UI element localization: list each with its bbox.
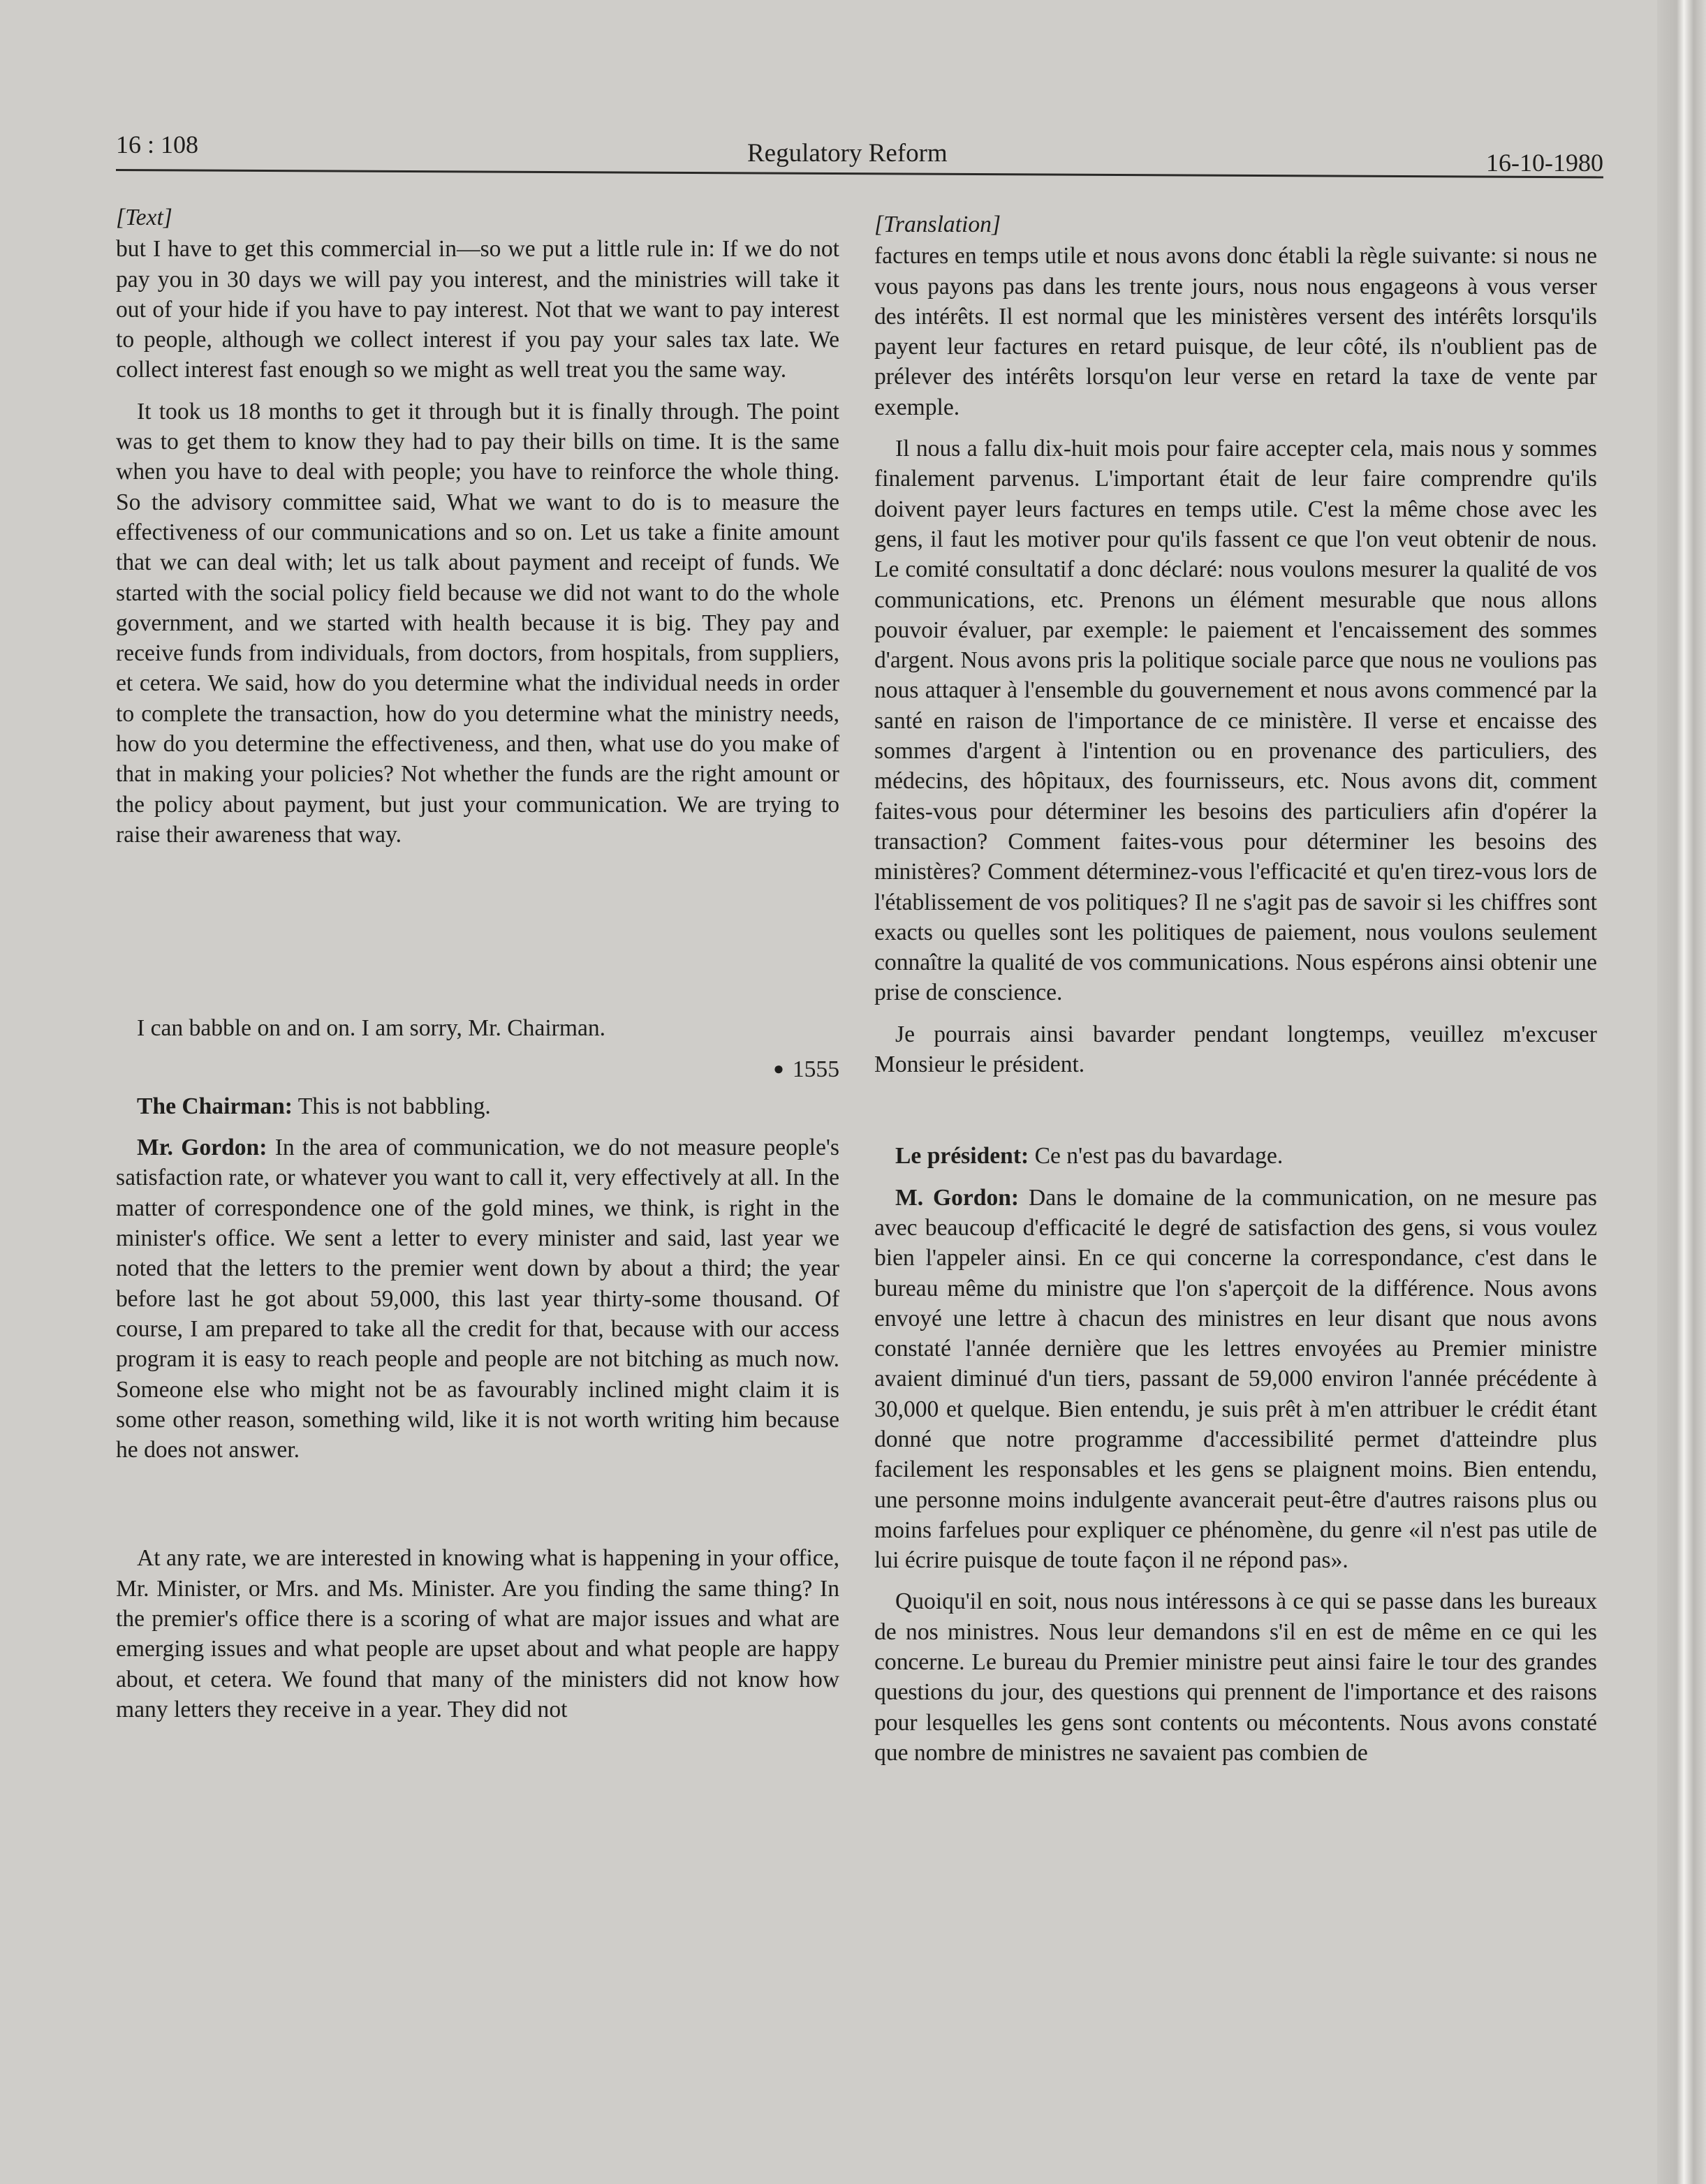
english-column: [116, 202, 839, 1725]
paragraph: Je pourrais ainsi bavarder pendant longtemps, veuillez m'excuser Monsieur le président.: [874, 1021, 1597, 1078]
remark-text: This is not babbling.: [292, 1093, 491, 1119]
page-header: [116, 124, 1603, 177]
gordon-remark: [116, 1132, 839, 1465]
paragraph: Il nous a fallu dix-huit mois pour faire accepter cela, mais nous y sommes finalement parvenus. L'important était de leur faire comprendre qu'ils doivent payer leurs factures en temps utile. C'est la même chose avec les gens, il faut les motiver pour qu'ils fassent ce que l'on veut obtenir de nous. Le comité consultatif a donc déclaré: nous voulons mesurer la qualité de vos communications, etc. Prenons un élément mesurable que nous allons pouvoir évaluer, par exemple: le paiement et l'encaissement des sommes d'argent. Nous avons pris la politique sociale parce que nous ne voulions pas nous attaquer à l'ensemble du gouvernement et nous avons commencé par la santé en raison de l'importance de ce ministère. Il verse et encaisse des sommes d'argent à l'intention ou en provenance des particuliers, des médecins, des hôpitaux, des fournisseurs, etc. Nous avons dit, comment faites-vous pour déterminer les besoins des particuliers afin d'opérer la transaction? Comment faites-vous pour déterminer les besoins des ministères? Comment déterminez-vous l'efficacité et qu'en tirez-vous lors de l'établissement de vos politiques? Il ne s'agit pas de savoir si les chiffres sont exacts ou quelles sont les politiques de paiement, nous voulons seulement connaître la qualité de vos communications. Nous espérons ainsi obtenir une prise de conscience.: [874, 436, 1597, 1006]
paragraph: At any rate, we are interested in knowing what is happening in your office, Mr. Minister, or Mrs. and Ms. Minister. Are you finding the same thing? In the premier's office there is a scoring of what are major issues and what are emerging issues and what people are upset about and what people are happy about, et cetera. We found that many of the ministers did not know how many letters they receive in a year. They did not: [116, 1545, 839, 1722]
french-column: [874, 209, 1597, 1768]
gordon-remark: [874, 1183, 1597, 1576]
remark-text: Ce n'est pas du bavardage.: [1029, 1143, 1284, 1170]
chairman-remark: [116, 1091, 839, 1121]
speaker-name: M. Gordon:: [895, 1184, 1020, 1211]
chairman-remark: [874, 1141, 1597, 1171]
paragraph: but I have to get this commercial in—so we put a little rule in: If we do not pay you in 30 days we will pay you interest, and the ministries will take it out of your hide if you have to pay interest. Not that we want to pay interest to people, although we collect interest if you pay your sales tax late. We collect interest fast enough so we might as well treat you the same way.: [116, 236, 839, 383]
text-label: [Text]: [116, 205, 172, 230]
paragraph: factures en temps utile et nous avons donc établi la règle suivante: si nous ne vous payons pas dans les trente jours, nous nous engageons à vous verser des intérêts. Il est normal que les ministères versent des intérêts lorsqu'ils payent leur factures en retard puisque, de leur côté, ils n'oublient pas de prélever des intérêts lorsqu'on leur verse en retard la taxe de vente par exemple.: [874, 243, 1597, 420]
paragraph: I can babble on and on. I am sorry, Mr. Chairman.: [137, 1015, 606, 1042]
time-marker: [116, 1054, 839, 1084]
speaker-name: The Chairman:: [137, 1093, 293, 1119]
book-page-edge: [1657, 0, 1706, 2184]
bullet-icon: ●: [773, 1058, 784, 1079]
paragraph: Quoiqu'il en soit, nous nous intéressons à ce qui se passe dans les bureaux de nos ministres. Nous leur demandons s'il en est de même en ce qui les concerne. Le bureau du Premier ministre peut ainsi faire le tour des grandes questions du jour, des questions qui prennent de l'importance et des raisons pour lesquelles les gens sont contents ou mécontents. Nous avons constaté que nombre de ministres ne savaient pas combien de: [874, 1588, 1597, 1766]
session-date: 16-10-1980: [1486, 149, 1603, 177]
speaker-name: Le président:: [895, 1143, 1029, 1170]
paragraph: It took us 18 months to get it through but it is finally through. The point was to get them to know they had to pay their bills on time. It is the same when you have to deal with people; you have to reinforce the whole thing. So the advisory committee said, What we want to do is to measure the effectiveness of our communications and so on. Let us take a finite amount that we can deal with; let us talk about payment and receipt of funds. We started with the social policy field because we did not want to do the whole government, and we started with health because it is big. They pay and receive funds from individuals, from doctors, from hospitals, from suppliers, et cetera. We said, how do you determine what the individual needs in order to complete the transaction, how do you determine what the ministry needs, how do you determine the effectiveness, and then, what use do you make of that in making your policies? Not whether the funds are the right amount or the policy about payment, but just your communication. We are trying to raise their awareness that way.: [116, 398, 839, 848]
translation-label: [Translation]: [874, 212, 1001, 237]
page-number: 16 : 108: [116, 131, 199, 158]
speaker-name: Mr. Gordon:: [137, 1135, 267, 1161]
running-title: Regulatory Reform: [747, 139, 948, 168]
time-value: 1555: [792, 1056, 839, 1082]
remark-text: Dans le domaine de la communication, on ne mesure pas avec beaucoup d'efficacité le degré de satisfaction des gens, si vous voulez bien l'appeler ainsi. En ce qui concerne la correspondance, c'est dans le bureau même du ministre que l'on s'aperçoit de la différence. Nous avons envoyé une lettre à chacun des ministres en leur disant que nous avons constaté l'année dernière que les lettres envoyées au Premier ministre avaient diminué d'un tiers, passant de 59,000 environ l'année précédente à 30,000 et quelque. Bien entendu, je suis prêt à m'en attribuer le crédit étant donné que notre programme d'accessibilité permet d'atteindre plus facilement les responsables et les gens se plaignent moins. Bien entendu, une personne moins indulgente avancerait peut-être d'autres raisons plus ou moins farfelues pour expliquer ce phénomène, du genre «il n'est pas utile de lui écrire puisque de toute façon il ne répond pas».: [874, 1184, 1597, 1574]
remark-text: In the area of communication, we do not measure people's satisfaction rate, or whatever you want to call it, very effectively at all. In the matter of correspondence one of the gold mines, we think, is right in the minister's office. We sent a letter to every minister and said, last year we noted that the letters to the premier went down by about a third; the year before last he got about 59,000, this last year thirty-some thousand. Of course, I am prepared to take all the credit for that, because with our access program it is easy to reach people and people are not bitching as much now. Someone else who might not be as favourably inclined might claim it is some other reason, something wild, like it is not worth writing him because he does not answer.: [116, 1135, 839, 1463]
